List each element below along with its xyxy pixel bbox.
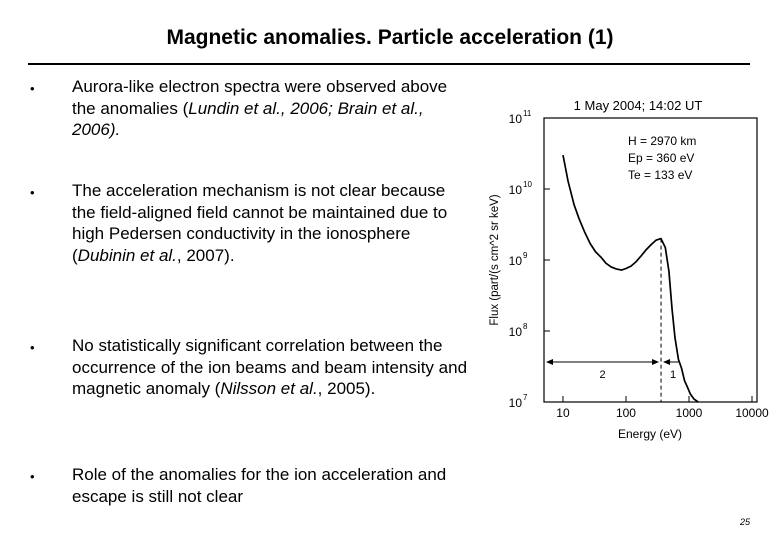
x-axis	[556, 396, 769, 420]
region-1-label: 1	[669, 369, 677, 381]
spectrum-line	[563, 155, 698, 402]
page-number: 25	[740, 517, 751, 527]
region-1-arrowhead	[663, 359, 670, 365]
spectrum-chart	[482, 92, 772, 444]
chart-title: 1 May 2004; 14:02 UT	[573, 98, 703, 113]
x-tick-label: 1000	[675, 406, 703, 420]
region-2-arrowhead-left	[546, 359, 553, 365]
series-layer	[563, 155, 698, 402]
x-tick-label: 100	[615, 406, 636, 420]
y-tick-label: 10	[508, 112, 522, 126]
x-tick-label: 10	[556, 406, 570, 420]
y-tick-exponent: 8	[523, 322, 528, 331]
slide-title: Magnetic anomalies. Particle acceleration (1)	[166, 26, 614, 49]
bullet-text-1: Aurora-like electron spectra were observed above the anomalies (Lundin et al., 2006; Brain et al., 2006).	[72, 77, 448, 139]
y-tick-exponent: 9	[523, 251, 528, 260]
y-tick-label: 10	[508, 183, 522, 197]
y-tick-exponent: 7	[523, 393, 528, 402]
y-tick-label: 10	[508, 396, 522, 410]
spectrum-figure	[482, 92, 772, 444]
bullet-marker: •	[30, 469, 35, 484]
energy-annotations	[546, 239, 679, 402]
bullet-text-4: Role of the anomalies for the ion acceleration and escape is still not clear	[72, 465, 447, 506]
region-2-label: 2	[599, 369, 606, 381]
bullet-marker: •	[30, 81, 35, 96]
legend-height: H = 2970 km	[628, 134, 697, 148]
y-axis-label: Flux (part/(s cm^2 sr keV)	[489, 194, 501, 326]
chart-legend	[628, 134, 696, 182]
x-axis-label: Energy (eV)	[617, 427, 683, 441]
y-tick-exponent: 11	[523, 109, 532, 118]
legend-ep: Ep = 360 eV	[628, 151, 695, 165]
title-divider	[28, 63, 750, 65]
y-tick-exponent: 10	[523, 180, 532, 189]
bullet-text-2: The acceleration mechanism is not clear because the field-aligned field cannot be maintained due to high Pedersen conductivity in the ionosphere (Dubinin et al., 2007).	[72, 181, 448, 265]
y-tick-label: 10	[508, 254, 522, 268]
bullet-text-3: No statistically significant correlation between the occurrence of the ion beams and beam intensity and magnetic anomaly (Nilsson et al., 2005).	[72, 336, 468, 398]
legend-te: Te = 133 eV	[628, 168, 693, 182]
bullet-marker: •	[30, 185, 35, 200]
x-tick-label: 10000	[735, 406, 769, 420]
y-tick-label: 10	[508, 325, 522, 339]
region-2-arrowhead-right	[652, 359, 659, 365]
bullet-marker: •	[30, 340, 35, 355]
